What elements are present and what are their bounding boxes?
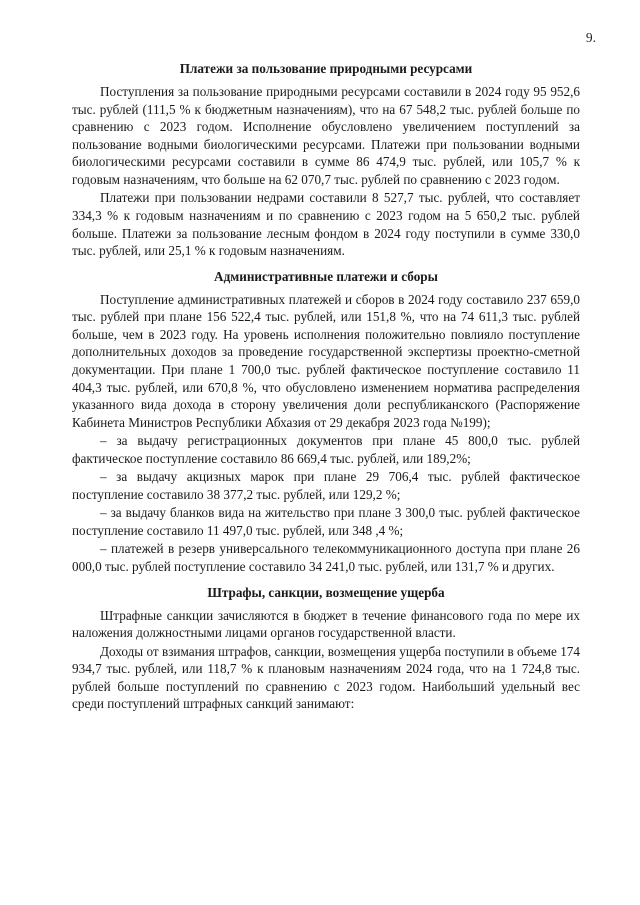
paragraph: Платежи при пользовании недрами составили 8 527,7 тыс. рублей, что составляет 334,3 % к годовым назначениям и по сравнению с 2023 годом на 5 650,2 тыс. рублей больше. Платежи за пользование лесным фондом в 2024 году поступили в сумме 330,0 тыс. рублей, или 25,1 % к годовым назначениям. <box>72 190 580 259</box>
paragraph-bullet: – за выдачу акцизных марок при плане 29 706,4 тыс. рублей фактическое поступление составило 38 377,2 тыс. рублей, или 129,2 %; <box>72 469 580 502</box>
section-heading: Платежи за пользование природными ресурсами <box>179 61 473 76</box>
paragraph-bullet: – за выдачу бланков вида на жительство при плане 3 300,0 тыс. рублей фактическое поступление составило 11 497,0 тыс. рублей, или 348 ,4 %; <box>72 505 580 538</box>
section-fines-sanctions <box>72 584 580 713</box>
paragraph: Поступление административных платежей и сборов в 2024 году составило 237 659,0 тыс. рублей при плане 156 522,4 тыс. рублей, или 151,8 %, что на 74 611,3 тыс. рублей больше, чем в 2023 году. На уровень исполнения положительно повлияло поступление дополнительных доходов за проведение государственной экспертизы проектно-сметной документации. При плане 1 700,0 тыс. рублей фактическое поступление составило 11 404,3 тыс. рублей, или 670,8 %, что обусловлено изменением норматива распределения указанного вида дохода в сторону увеличения доли республиканского (Распоряжение Кабинета Министров Республики Абхазия от 29 декабря 2023 года №199); <box>72 291 580 430</box>
paragraph-bullet: – платежей в резерв универсального телекоммуникационного доступа при плане 26 000,0 тыс. рублей поступление составило 34 241,0 тыс. рублей, или 131,7 % и других. <box>72 541 580 574</box>
section-heading: Административные платежи и сборы <box>214 268 438 284</box>
paragraph: Штрафные санкции зачисляются в бюджет в течение финансового года по мере их наложения должностными лицами органов государственной власти. <box>72 607 580 641</box>
section-administrative-payments <box>72 268 580 576</box>
paragraph: Доходы от взимания штрафов, санкции, возмещения ущерба поступили в объеме 174 934,7 тыс. рублей, или 118,7 % к плановым назначениям 2024 года, что на 1 724,8 тыс. рублей больше поступлений по сравнению с 2023 годом. Наибольший удельный вес среди поступлений штрафных санкций занимают: <box>72 643 580 712</box>
section-natural-resources <box>72 60 580 260</box>
document-body <box>72 60 580 713</box>
page-number: 9. <box>585 30 596 45</box>
paragraph-bullet: – за выдачу регистрационных документов при плане 45 800,0 тыс. рублей фактическое поступление составило 86 669,4 тыс. рублей, или 189,2%; <box>72 433 580 466</box>
section-heading: Штрафы, санкции, возмещение ущерба <box>207 584 445 600</box>
paragraph: Поступления за пользование природными ресурсами составили в 2024 году 95 952,6 тыс. рублей (111,5 % к бюджетным назначениям), что на 67 548,2 тыс. рублей больше по сравнению с 2023 годом. Исполнение обусловлено увеличением поступлений за пользование водными биологическими ресурсами. Платежи при пользовании водными биологическими ресурсами составили в сумме 86 474,9 тыс. рублей, или 105,7 % к годовым назначениям, что больше на 62 070,7 тыс. рублей по сравнению с 2023 годом. <box>72 84 580 187</box>
